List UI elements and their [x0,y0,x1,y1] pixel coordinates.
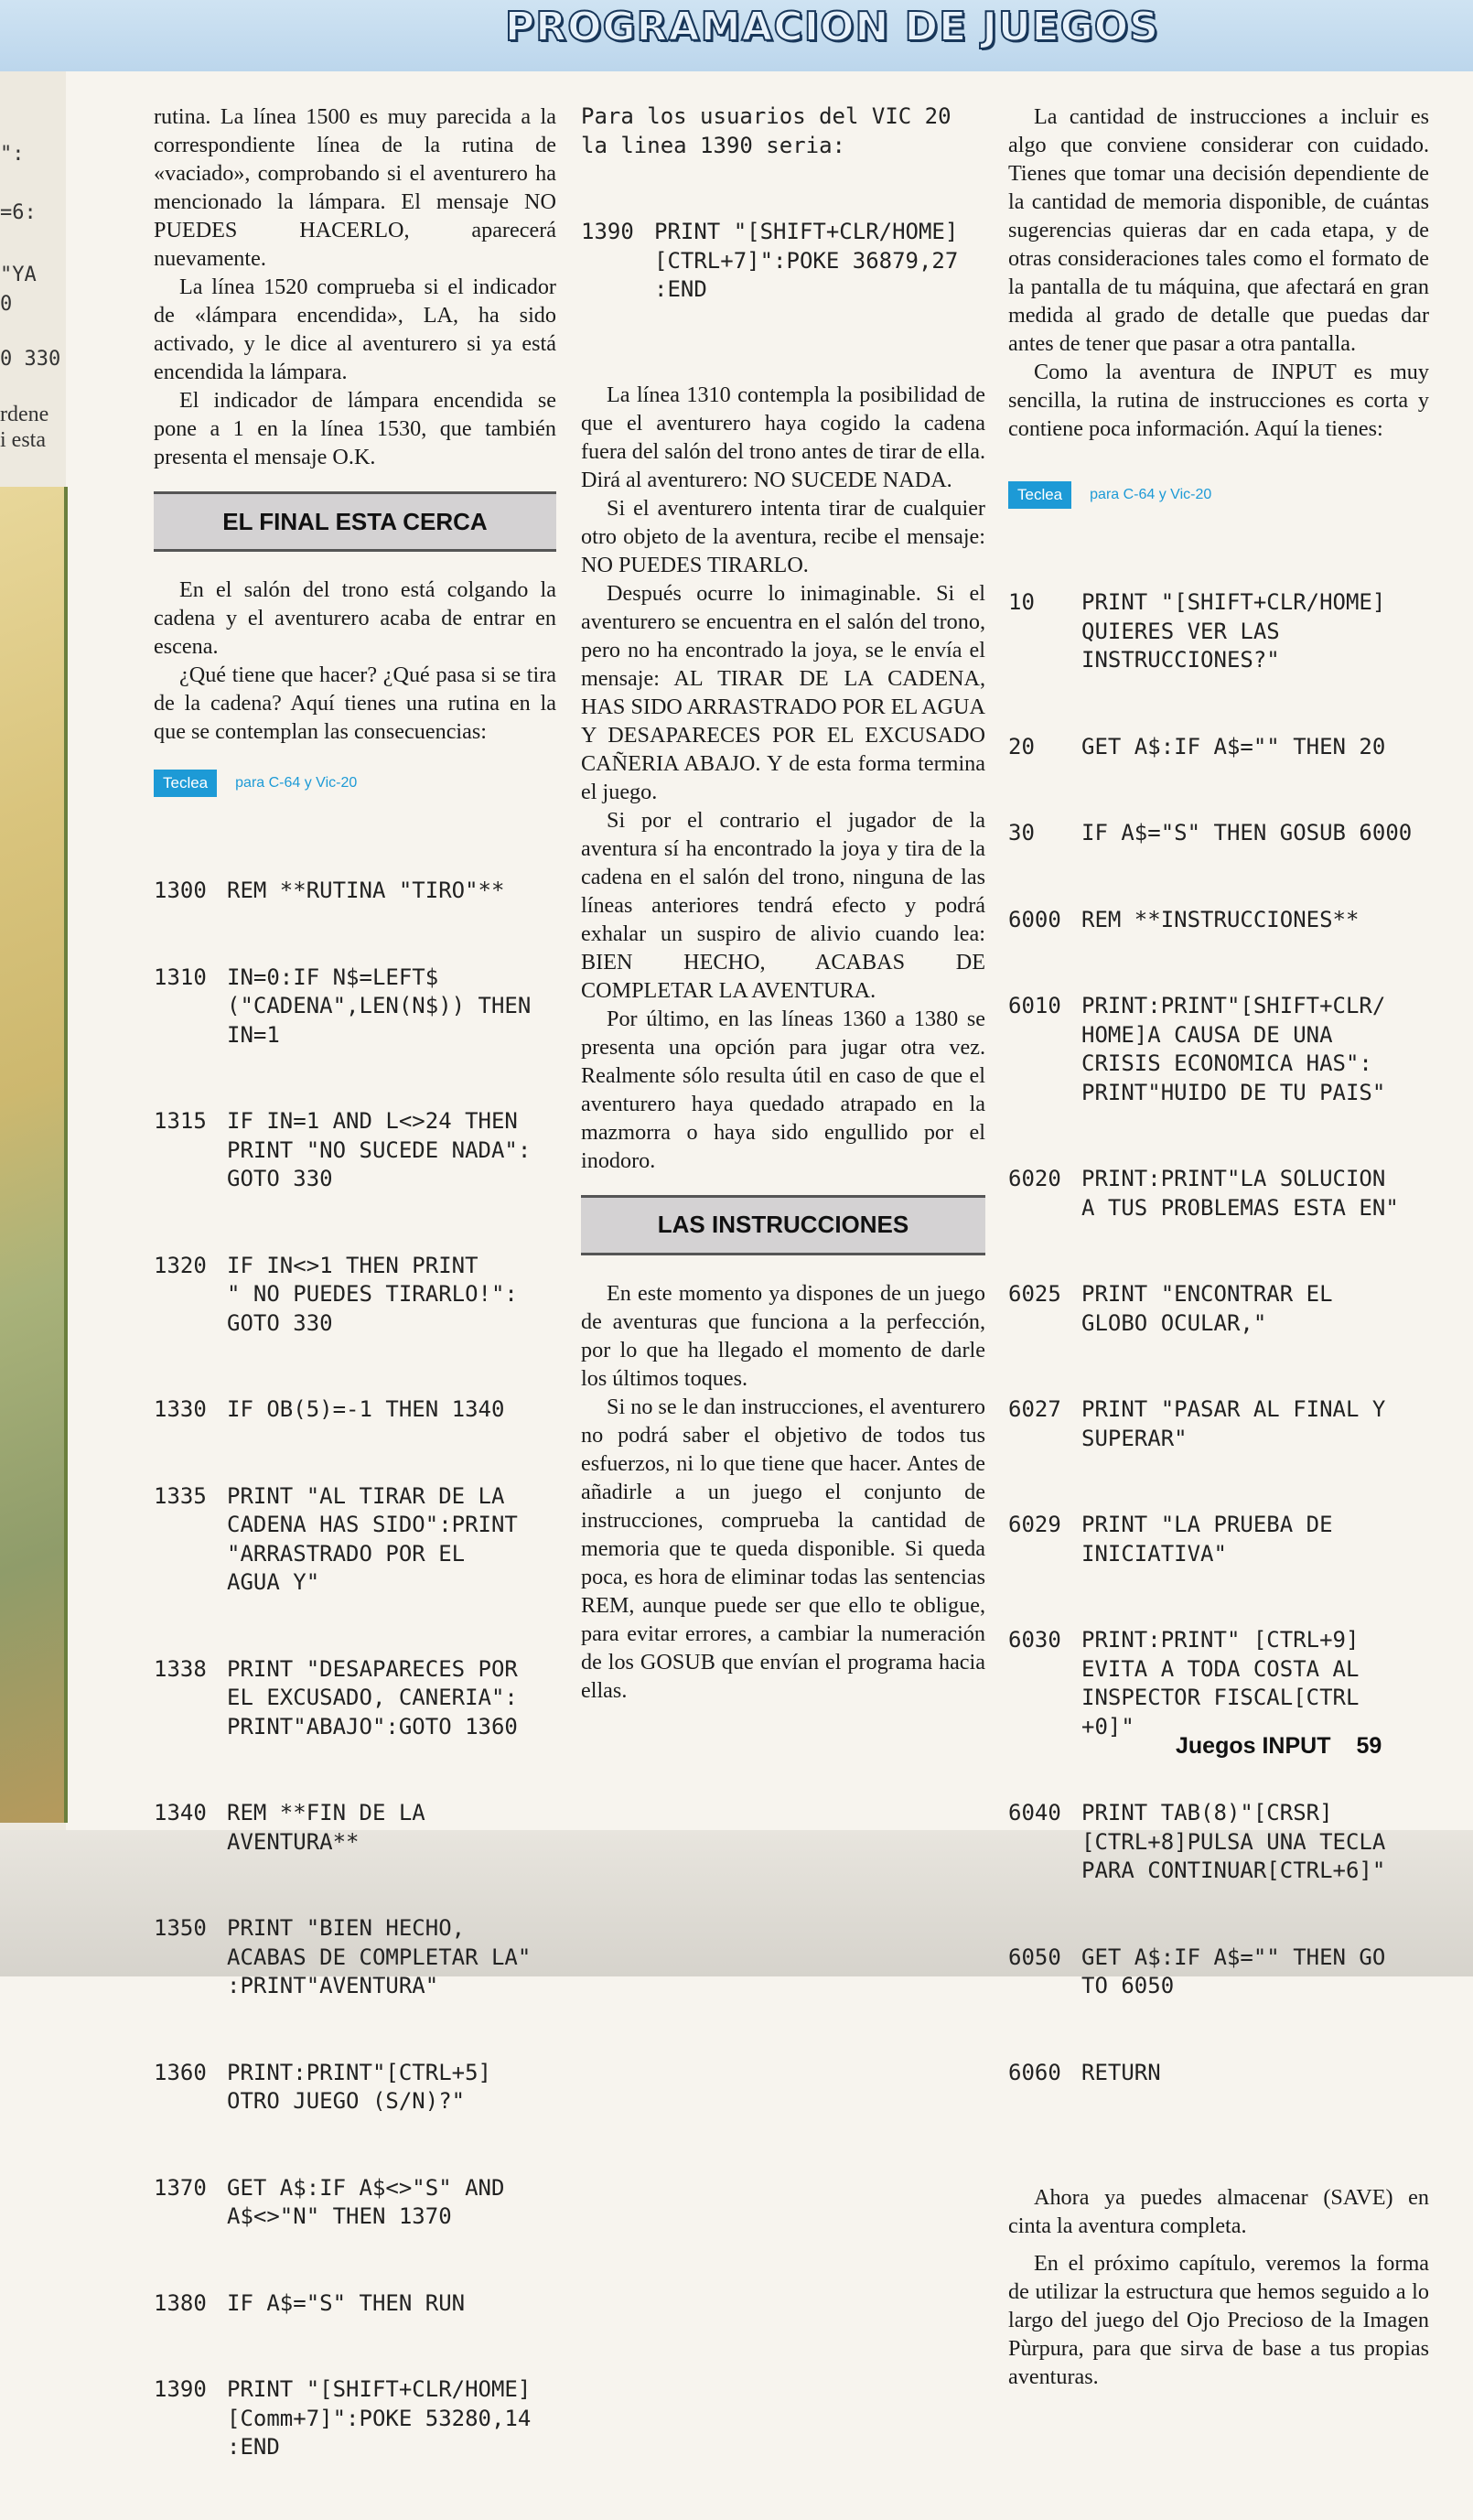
code-statement: PRINT "[SHIFT+CLR/HOME] QUIERES VER LAS INSTRUCCIONES?" [1081,589,1386,673]
code-line [1008,1395,1429,1453]
line-number: 1315 [154,1108,207,1134]
line-number: 6050 [1008,1944,1061,1970]
code-line [154,1799,556,1857]
code-statement: PRINT:PRINT"LA SOLUCION A TUS PROBLEMAS ESTA EN" [1081,1166,1399,1221]
code-statement: PRINT "AL TIRAR DE LA CADENA HAS SIDO":PRINT "ARRASTRADO POR EL AGUA Y" [227,1482,518,1595]
paragraph: rutina. La línea 1500 es muy parecida a la correspondiente línea de la rutina de «vaciado», comprobando si el aventurero ha mencionado la lámpara. El mensaje NO PUEDES HACERLO, aparecerá nuevamente. [154,104,556,271]
code-statement: GET A$:IF A$="" THEN 20 [1081,733,1386,759]
code-statement: IF IN<>1 THEN PRINT " NO PUEDES TIRARLO!": GOTO 330 [227,1252,518,1336]
code-line [154,1914,556,2001]
line-number: 1320 [154,1252,207,1278]
code-line [1008,2059,1429,2088]
page-header [0,0,1473,71]
code-statement: PRINT "[SHIFT+CLR/HOME] [Comm+7]":POKE 53280,14 :END [227,2376,532,2460]
code-statement: IF A$="S" THEN GOSUB 6000 [1081,820,1413,845]
code-line [581,218,985,305]
paragraph: ¿Qué tiene que hacer? ¿Qué pasa si se tira de la cadena? Aquí tienes una rutina en la que se contemplan las consecuencias: [154,662,556,744]
code-line [154,964,556,1050]
paragraph: La cantidad de instrucciones a incluir es algo que conviene considerar con cuidado. Tienes que tomar una decisión dependiente de la cantidad de memoria disponible, de cuántas sugerencias quieras dar en cada etapa, y de otras consideraciones tales como el formato de la pantalla de tu máquina, que afectará en gran medida al grado de detalle que puedas dar antes de tener que pasar a otra pantalla. [1008,104,1429,356]
code-listing [1008,531,1429,2145]
line-number: 10 [1008,589,1035,615]
code-line [154,2059,556,2116]
paragraph: El indicador de lámpara encendida se pone a 1 en la línea 1530, que también presenta el mensaje O.K. [154,388,556,469]
section-title: LAS INSTRUCCIONES [657,1211,909,1238]
adjacent-illustration [0,487,68,1823]
paragraph: Ahora ya puedes almacenar (SAVE) en cinta la aventura completa. [1008,2185,1429,2238]
code-line [154,2375,556,2462]
line-number: 1335 [154,1482,207,1509]
publication-name: Juegos INPUT [1176,1733,1331,1759]
line-number: 6020 [1008,1166,1061,1191]
code-line [154,1395,556,1425]
code-line [1008,588,1429,675]
platform-note: para C-64 y Vic-20 [1090,487,1212,502]
code-statement: IN=0:IF N$=LEFT$ ("CADENA",LEN(N$)) THEN IN=1 [227,964,532,1048]
line-number: 1370 [154,2174,207,2201]
paragraph: Como la aventura de INPUT es muy sencilla, la rutina de instrucciones es corta y contiene poca información. Aquí la tienes: [1008,360,1429,441]
code-line [154,1655,556,1742]
paragraph: Si el aventurero intenta tirar de cualquier otro objeto de la aventura, recibe el mensaje: NO PUEDES TIRARLO. [581,495,985,577]
paragraph: Por último, en las líneas 1360 a 1380 se presenta una opción para jugar otra vez. Realmente sólo resulta útil en caso de que el aventurero haya quedado atrapado en la mazmorra o haya sido engullido por el inodoro. [581,1006,985,1173]
code-line [154,2174,556,2232]
code-statement: PRINT TAB(8)"[CRSR] [CTRL+8]PULSA UNA TECLA PARA CONTINUAR[CTRL+6]" [1081,1800,1386,1883]
paragraph: La línea 1310 contempla la posibilidad de que el aventurero haya cogido la cadena fuera del salón del trono antes de tirar de ella. Dirá al aventurero: NO SUCEDE NADA. [581,382,985,492]
section-title: EL FINAL ESTA CERCA [222,507,488,535]
paragraph: Después ocurre lo inimaginable. Si el aventurero se encuentra en el salón del trono, pero no ha encontrado la joya, se le envía el mensaje: AL TIRAR DE LA CADENA, HAS SIDO ARRASTRADO POR EL AGUA Y DESAPARECES POR EL EXCUSADO CAÑERIA ABAJO. Y de esta forma termina el juego. [581,580,985,804]
section-heading-box [154,491,556,552]
code-statement: PRINT:PRINT"[SHIFT+CLR/ HOME]A CAUSA DE UNA CRISIS ECONOMICA HAS": PRINT"HUIDO DE TU PAIS" [1081,993,1386,1105]
line-number: 6025 [1008,1281,1061,1307]
code-line [1008,1165,1429,1222]
teclea-badge: Teclea [1008,481,1071,509]
code-line [1008,992,1429,1107]
code-statement: PRINT "BIEN HECHO, ACABAS DE COMPLETAR LA" :PRINT"AVENTURA" [227,1915,532,1998]
code-line [1008,1944,1429,2001]
code-line [154,1252,556,1339]
vic20-intro: Para los usuarios del VIC 20 la linea 1390 seria: [581,103,952,158]
line-number: 6029 [1008,1512,1061,1537]
page-footer [1176,1733,1382,1760]
page-number: 59 [1356,1733,1382,1759]
code-statement: IF A$="S" THEN RUN [227,2289,466,2316]
line-number: 20 [1008,733,1035,759]
code-line [1008,819,1429,848]
column-2 [581,102,985,1705]
adjacent-text-fragment: 0 330 [0,348,61,371]
paragraph: Si por el contrario el jugador de la aventura sí ha encontrado la joya y tira de la cadena en el salón del trono, ninguna de las líneas anteriores tendrá efecto y podrá exhalar un suspiro de alivio cuando lea: BIEN HECHO, ACABAS DE COMPLETAR LA AVENTURA. [581,807,985,1003]
paragraph: Si no se le dan instrucciones, el aventurero no podrá saber el objetivo de todos tus esfuerzos, ni lo que tiene que hacer. Antes de añadirle a un juego el conjunto de instrucciones, comprueba la cantidad de memoria que te queda disponible. Si queda poca, es hora de eliminar todas las sentencias REM, aunque puede ser que ello te obligue, para evitar errores, a cambiar la numeración de los GOSUB que envían el programa hacia ellas. [581,1394,985,1703]
line-number: 1390 [154,2376,207,2402]
code-listing [581,160,985,362]
type-in-label [1008,481,1429,509]
code-statement: PRINT "ENCONTRAR EL GLOBO OCULAR," [1081,1281,1333,1336]
paragraph: En el próximo capítulo, veremos la forma de utilizar la estructura que hemos seguido a lo largo del juego del Ojo Precioso de la Imagen Pùrpura, para que sirva de base a tus propias aventuras. [1008,2251,1429,2389]
code-line [1008,1280,1429,1338]
code-statement: GET A$:IF A$<>"S" AND A$<>"N" THEN 1370 [227,2174,505,2229]
line-number: 1300 [154,878,207,903]
line-number: 6060 [1008,2059,1061,2085]
line-number: 6040 [1008,1800,1061,1825]
column-1 [154,102,556,2520]
adjacent-text-fragment: =6: [0,201,37,224]
code-line [1008,1511,1429,1568]
column-3 [1008,102,1429,2391]
adjacent-text-fragment: i esta [0,428,46,452]
adjacent-text-fragment: "YA [0,264,37,286]
code-statement: PRINT:PRINT"[CTRL+5] OTRO JUEGO (S/N)?" [227,2059,491,2114]
header-title: PROGRAMACION DE JUEGOS [505,4,1159,50]
line-number: 6010 [1008,993,1061,1018]
line-number: 6030 [1008,1627,1061,1653]
code-line [1008,1799,1429,1886]
code-statement: PRINT "[SHIFT+CLR/HOME] [CTRL+7]":POKE 36879,27 :END [654,219,959,302]
code-listing [154,819,556,2520]
code-line [154,1107,556,1194]
platform-note: para C-64 y Vic-20 [235,775,358,791]
code-statement: PRINT "DESAPARECES POR EL EXCUSADO, CANERIA": PRINT"ABAJO":GOTO 1360 [227,1655,518,1739]
code-line [154,877,556,906]
line-number: 1360 [154,2059,207,2085]
paragraph: La línea 1520 comprueba si el indicador de «lámpara encendida», LA, ha sido activado, y le dice al aventurero si ya está encendida la lámpara. [154,275,556,384]
adjacent-text-fragment: 0 [0,293,13,316]
code-line [154,2289,556,2319]
line-number: 1330 [154,1396,207,1422]
line-number: 1380 [154,2289,207,2316]
code-line [154,1482,556,1598]
code-line [1008,733,1429,762]
line-number: 1390 [581,219,634,244]
line-number: 6000 [1008,906,1061,932]
adjacent-text-fragment: ": [0,143,25,166]
line-number: 1350 [154,1915,207,1941]
code-line [1008,906,1429,935]
type-in-label [154,770,556,797]
code-statement: IF IN=1 AND L<>24 THEN PRINT "NO SUCEDE NADA": GOTO 330 [227,1108,532,1191]
teclea-badge: Teclea [154,770,217,797]
code-statement: GET A$:IF A$="" THEN GO TO 6050 [1081,1944,1386,1998]
code-statement: IF OB(5)=-1 THEN 1340 [227,1396,505,1422]
adjacent-text-fragment: rdene [0,403,49,426]
code-statement: PRINT "LA PRUEBA DE INICIATIVA" [1081,1512,1333,1567]
code-line [1008,1626,1429,1741]
line-number: 30 [1008,820,1035,845]
code-statement: PRINT:PRINT" [CTRL+9] EVITA A TODA COSTA AL INSPECTOR FISCAL[CTRL +0]" [1081,1627,1360,1739]
code-statement: REM **RUTINA "TIRO"** [227,878,505,903]
code-statement: PRINT "PASAR AL FINAL Y SUPERAR" [1081,1396,1386,1451]
line-number: 1338 [154,1655,207,1682]
line-number: 1340 [154,1800,207,1825]
section-heading-box [581,1195,985,1255]
code-statement: REM **FIN DE LA AVENTURA** [227,1800,425,1855]
line-number: 1310 [154,964,207,990]
line-number: 6027 [1008,1396,1061,1422]
paragraph: En este momento ya dispones de un juego de aventuras que funciona a la perfección, por lo que ha llegado el momento de darle los últimos toques. [581,1280,985,1391]
code-statement: REM **INSTRUCCIONES** [1081,906,1360,932]
code-statement: RETURN [1081,2059,1161,2085]
paragraph: En el salón del trono está colgando la cadena y el aventurero acaba de entrar en escena. [154,577,556,659]
